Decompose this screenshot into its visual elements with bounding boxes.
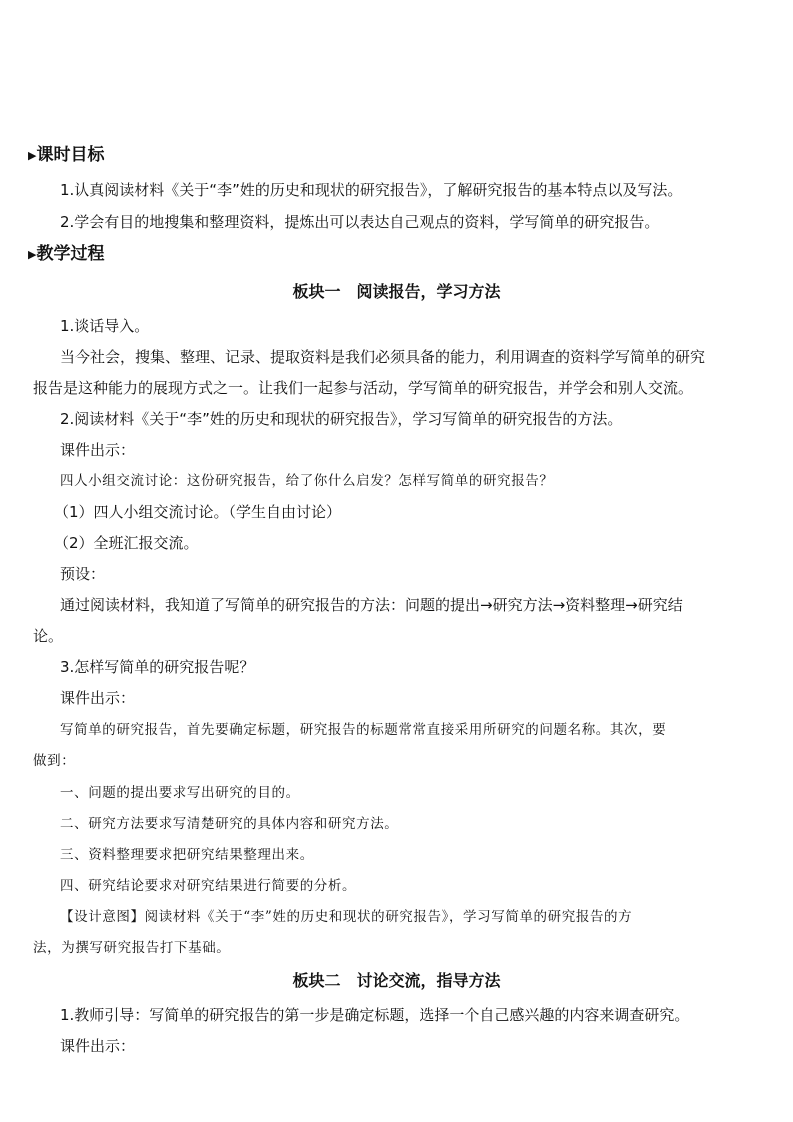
section1-preset: 预设：	[60, 565, 106, 583]
section1-intent-line1: 【设计意图】阅读材料《关于“李”姓的历史和现状的研究报告》，学习写简单的研究报告的方	[60, 909, 633, 925]
section1-intro-line2: 报告是这种能力的展现方式之一。让我们一起参与活动，学写简单的研究报告，并学会和别人交流。	[33, 379, 694, 397]
section1-show1: 课件出示：	[60, 441, 136, 459]
section1-req2: 二、研究方法要求写清楚研究的具体内容和研究方法。	[60, 816, 399, 832]
section1-intent-line2: 法，为撰写研究报告打下基础。	[33, 940, 231, 956]
section1-sub2: （2）全班汇报交流。	[54, 534, 199, 552]
section1-how-line1: 写简单的研究报告，首先要确定标题，研究报告的标题常常直接采用所研究的问题名称。其次，要	[60, 722, 667, 738]
section1-how-line2: 做到：	[33, 753, 76, 769]
section2-step1: 1.教师引导：写简单的研究报告的第一步是确定标题，选择一个自己感兴趣的内容来调查研究。	[60, 1006, 690, 1024]
section1-intro-line1: 当今社会，搜集、整理、记录、提取资料是我们必须具备的能力，利用调查的资料学写简单的研究	[60, 348, 706, 366]
triangle-bullet-icon: ▶	[28, 248, 37, 261]
section1-preset-line1: 通过阅读材料，我知道了写简单的研究报告的方法：问题的提出→研究方法→资料整理→研究结	[60, 596, 683, 614]
section1-step2: 2.阅读材料《关于“李”姓的历史和现状的研究报告》，学习写简单的研究报告的方法。	[60, 410, 623, 428]
triangle-bullet-icon: ▶	[28, 149, 37, 162]
section1-title: 板块一 阅读报告，学习方法	[292, 282, 501, 301]
section1-req4: 四、研究结论要求对研究结果进行简要的分析。	[60, 878, 357, 894]
section1-show2: 课件出示：	[60, 689, 136, 707]
section1-req1: 一、问题的提出要求写出研究的目的。	[60, 785, 300, 801]
objectives-heading: ▶课时目标	[28, 145, 105, 165]
section1-sub1: （1）四人小组交流讨论。（学生自由讨论）	[54, 503, 342, 521]
section2-title: 板块二 讨论交流，指导方法	[292, 971, 501, 990]
objective-item-1: 1.认真阅读材料《关于“李”姓的历史和现状的研究报告》，了解研究报告的基本特点以及写法。	[60, 181, 683, 199]
section2-show: 课件出示：	[60, 1037, 136, 1055]
section1-preset-line2: 论。	[33, 627, 64, 645]
section1-req3: 三、资料整理要求把研究结果整理出来。	[60, 847, 314, 863]
process-heading: ▶教学过程	[28, 244, 105, 264]
section1-step1: 1.谈话导入。	[60, 317, 150, 335]
section1-discuss: 四人小组交流讨论：这份研究报告，给了你什么启发？怎样写简单的研究报告？	[60, 473, 554, 489]
objective-item-2: 2.学会有目的地搜集和整理资料，提炼出可以表达自己观点的资料，学写简单的研究报告。	[60, 213, 660, 231]
section1-step3: 3.怎样写简单的研究报告呢？	[60, 658, 255, 676]
